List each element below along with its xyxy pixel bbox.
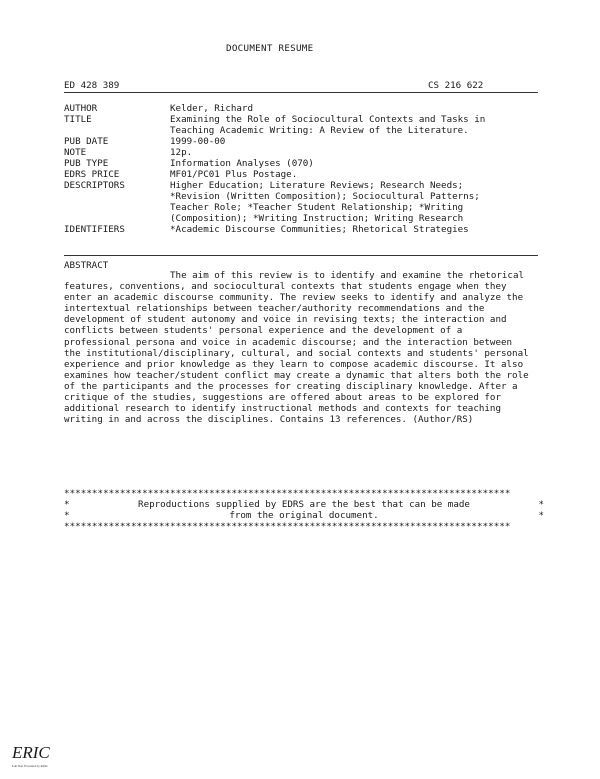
star-border-top: ******************************************************************************** (64, 488, 511, 499)
field-label: NOTE (64, 147, 87, 158)
star-edge: * (64, 510, 70, 521)
field-note (64, 147, 544, 158)
field-title (64, 114, 544, 136)
notice-line (64, 499, 544, 510)
field-label: AUTHOR (64, 103, 98, 114)
abstract-heading: ABSTRACT (64, 260, 109, 271)
field-descriptors (64, 180, 544, 224)
field-label: PUB DATE (64, 136, 109, 147)
field-pub-date (64, 136, 544, 147)
field-label: DESCRIPTORS (64, 180, 125, 191)
abstract-text: The aim of this review is to identify and examine the rhetorical features, conventions, and sociocultural contexts that students engage when they enter an academic discourse community. The review seeks to identify and analyze the intertextual relationships between teacher/authority recommendations and the development of student autonomy and voice in revising texts; the interaction and conflicts between students' personal experience and the development of a professional persona and voice in academic discourse; and the interaction between the institutional/disciplinary, cultural, and social contexts and students' personal experience and prior knowledge as they learn to compose academic discourse. It also examines how teacher/student conflict may create a dynamic that alters both the role of the participants and the processes for creating disciplinary knowledge. After a critique of the studies, suggestions are offered about areas to be explored for additional research to identify instructional methods and contexts for teaching writing in and across the disciplines. Contains 13 references. (Author/RS) (64, 270, 529, 426)
notice-text: from the original document. (229, 510, 379, 521)
ed-number: ED 428 389 (64, 80, 120, 91)
eric-logo-tagline: Full Text Provided by ERIC (12, 764, 48, 768)
abstract-rule (64, 255, 538, 256)
notice-line (64, 510, 544, 521)
cs-number: CS 216 622 (428, 80, 484, 91)
field-value: Examining the Role of Sociocultural Contexts and Tasks in Teaching Academic Writing: A Review of the Literature. (170, 114, 486, 136)
star-edge: * (64, 499, 70, 510)
eric-logo-text: ERIC (12, 743, 50, 762)
field-label: TITLE (64, 114, 92, 125)
field-author (64, 103, 544, 114)
field-edrs-price (64, 169, 544, 180)
reproduction-notice (64, 499, 544, 521)
star-edge: * (538, 510, 544, 521)
field-value: MF01/PC01 Plus Postage. (170, 169, 298, 180)
notice-text: Reproductions supplied by EDRS are the best that can be made (138, 499, 470, 510)
field-label: PUB TYPE (64, 158, 109, 169)
eric-logo (10, 740, 50, 772)
field-value: Kelder, Richard (170, 103, 253, 114)
field-pub-type (64, 158, 544, 169)
document-title: DOCUMENT RESUME (226, 43, 314, 54)
field-value: Higher Education; Literature Reviews; Research Needs; *Revision (Written Composition); Sociocultural Patterns; Teacher Role; *Teacher Student Relationship; *Writing (Composition); *Writing Instruction; Writing Research (170, 180, 480, 224)
field-value: *Academic Discourse Communities; Rhetorical Strategies (170, 224, 469, 235)
star-edge: * (538, 499, 544, 510)
field-value: 1999-00-00 (170, 136, 226, 147)
field-value: Information Analyses (070) (170, 158, 314, 169)
star-border-bottom: ******************************************************************************** (64, 521, 511, 532)
header-rule (64, 92, 538, 93)
field-label: EDRS PRICE (64, 169, 120, 180)
field-identifiers (64, 224, 544, 235)
field-value: 12p. (170, 147, 193, 158)
metadata-fields (64, 103, 544, 235)
field-label: IDENTIFIERS (64, 224, 125, 235)
